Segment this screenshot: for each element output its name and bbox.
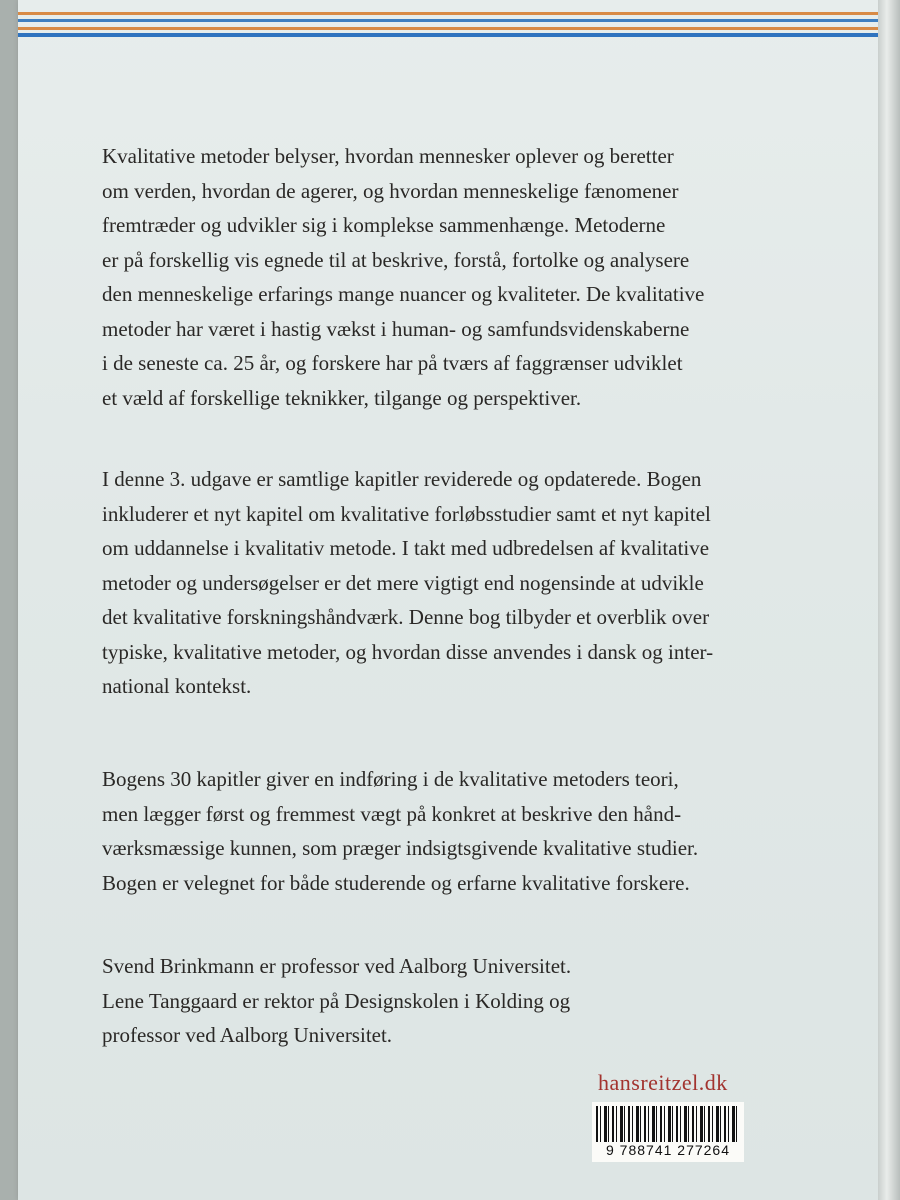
isbn-barcode	[592, 1102, 744, 1162]
description-paragraph-2	[102, 462, 782, 704]
text-line: typiske, kvalitative metoder, og hvordan disse anvendes i dansk og inter-	[102, 639, 714, 664]
text-line: national kontekst.	[102, 674, 252, 698]
text-line: inkluderer et nyt kapitel om kvalitative forløbsstudier samt et nyt kapitel	[102, 501, 711, 526]
text-line: den menneskelige erfarings mange nuancer og kvaliteter. De kvalitative	[102, 282, 705, 306]
isbn-number: 9 788741 277264	[606, 1142, 730, 1158]
book-spine-edge	[878, 0, 900, 1200]
top-stripe-blue-2	[18, 33, 878, 37]
text-line: værksmæssige kunnen, som præger indsigtsgivende kvalitative studier.	[102, 836, 699, 860]
book-back-cover	[18, 0, 878, 1200]
author-bio-line: Lene Tanggaard er rektor på Designskolen i Kolding og	[102, 988, 571, 1013]
publisher-website: hansreitzel.dk	[598, 1070, 728, 1095]
top-stripe-blue	[18, 19, 878, 22]
text-line: metoder har været i hastig vækst i human- og samfundsvidenskaberne	[102, 316, 690, 341]
text-line: Bogens 30 kapitler giver en indføring i de kvalitative metoders teori,	[102, 767, 679, 791]
text-line: det kvalitative forskningshåndværk. Denne bog tilbyder et overblik over	[102, 605, 710, 629]
text-line: Kvalitative metoder belyser, hvordan mennesker oplever og beretter	[102, 144, 674, 168]
author-bios	[102, 949, 782, 1053]
text-line: I denne 3. udgave er samtlige kapitler reviderede og opdaterede. Bogen	[102, 467, 702, 491]
author-bio-line: Svend Brinkmann er professor ved Aalborg Universitet.	[102, 954, 572, 978]
text-line: er på forskellig vis egnede til at beskrive, forstå, fortolke og analysere	[102, 247, 690, 272]
text-line: metoder og undersøgelser er det mere vigtigt end nogensinde at udvikle	[102, 570, 704, 595]
author-bio-line: professor ved Aalborg Universitet.	[102, 1023, 393, 1047]
text-line: et væld af forskellige teknikker, tilgange og perspektiver.	[102, 385, 582, 410]
text-line: om uddannelse i kvalitativ metode. I takt med udbredelsen af kvalitative	[102, 536, 710, 560]
description-paragraph-3	[102, 762, 782, 900]
top-stripe-orange-2	[18, 27, 878, 30]
text-line: Bogen er velegnet for både studerende og erfarne kvalitative forskere.	[102, 870, 690, 895]
top-stripe-orange	[18, 12, 878, 15]
barcode-bars	[596, 1106, 740, 1142]
description-paragraph-1	[102, 139, 782, 415]
text-line: i de seneste ca. 25 år, og forskere har på tværs af faggrænser udviklet	[102, 351, 683, 375]
text-line: fremtræder og udvikler sig i komplekse sammenhænge. Metoderne	[102, 213, 666, 237]
text-line: men lægger først og fremmest vægt på konkret at beskrive den hånd-	[102, 801, 682, 826]
text-line: om verden, hvordan de agerer, og hvordan menneskelige fænomener	[102, 178, 679, 203]
